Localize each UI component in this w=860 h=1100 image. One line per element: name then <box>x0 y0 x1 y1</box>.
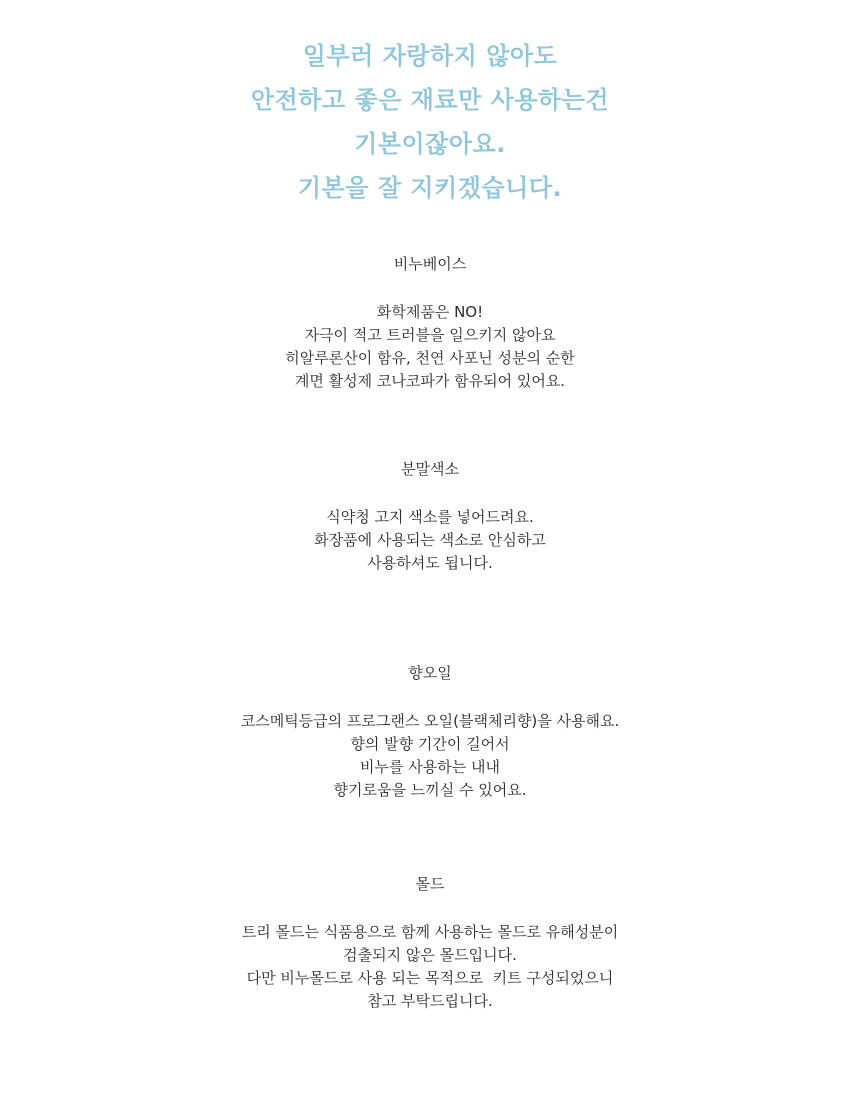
section-fragrance-oil <box>0 662 860 802</box>
section-title: 몰드 <box>415 875 445 893</box>
body-line: 히알루론산이 함유, 천연 사포닌 성분의 순한 <box>285 349 575 367</box>
body-line: 계면 활성제 코나코파가 함유되어 있어요. <box>294 372 566 390</box>
section-title: 향오일 <box>408 664 452 682</box>
headline-line: 기본을 잘 지키겠습니다. <box>297 174 563 202</box>
body-line: 검출되지 않은 몰드입니다. <box>343 946 517 964</box>
body-line: 화학제품은 NO! <box>376 303 484 321</box>
body-line: 비누를 사용하는 내내 <box>360 758 500 776</box>
section-body <box>0 710 860 802</box>
body-line: 화장품에 사용되는 색소로 안심하고 <box>314 531 546 549</box>
headline <box>0 34 860 210</box>
section-title: 분말색소 <box>401 460 459 478</box>
section-powder-colorant <box>0 458 860 575</box>
headline-line: 일부러 자랑하지 않아도 <box>302 42 558 70</box>
body-line: 사용하셔도 됩니다. <box>367 554 493 572</box>
section-body <box>0 506 860 575</box>
body-line: 트리 몰드는 식품용으로 함께 사용하는 몰드로 유해성분이 <box>241 923 619 941</box>
body-line: 자극이 적고 트러블을 일으키지 않아요 <box>304 326 556 344</box>
body-line: 코스메틱등급의 프로그랜스 오일(블랙체리향)을 사용해요. <box>240 712 620 730</box>
section-body <box>0 921 860 1013</box>
headline-line: 안전하고 좋은 재료만 사용하는건 <box>250 86 610 114</box>
section-mold <box>0 873 860 1013</box>
headline-line: 기본이잖아요. <box>354 130 506 158</box>
body-line: 향의 발향 기간이 길어서 <box>350 735 510 753</box>
body-line: 다만 비누몰드로 사용 되는 목적으로 키트 구성되었으니 <box>246 969 614 987</box>
body-line: 식약청 고지 색소를 넣어드려요. <box>326 508 534 526</box>
section-body <box>0 301 860 393</box>
section-title: 비누베이스 <box>393 255 467 273</box>
section-soap-base <box>0 253 860 393</box>
body-line: 참고 부탁드립니다. <box>367 992 493 1010</box>
body-line: 향기로움을 느끼실 수 있어요. <box>333 781 527 799</box>
